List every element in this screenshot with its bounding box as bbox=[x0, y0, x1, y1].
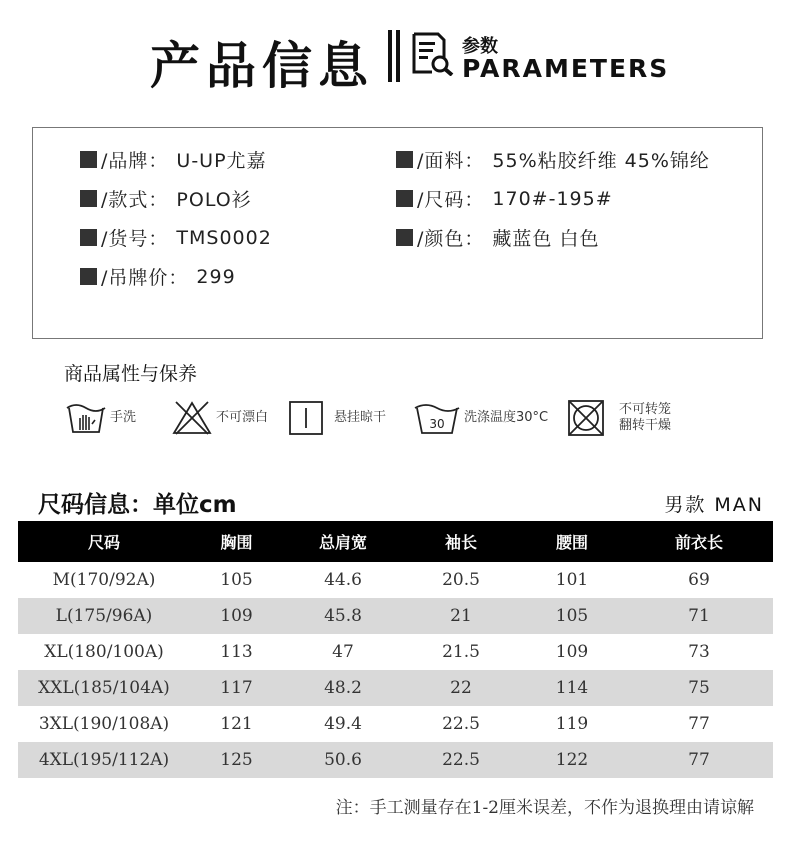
table-cell: 105 bbox=[220, 570, 253, 590]
care-item-wash-temperature: 30 洗涤温度30°C bbox=[414, 398, 548, 438]
bullet-square-icon bbox=[396, 151, 413, 168]
table-cell: 45.8 bbox=[283, 598, 403, 634]
care-item-hand-wash: 手洗 bbox=[66, 398, 136, 438]
table-cell: 71 bbox=[625, 598, 773, 634]
size-section-title: 尺码信息：单位cm bbox=[38, 492, 237, 518]
size-table bbox=[18, 521, 773, 778]
table-cell: 20.5 bbox=[442, 570, 480, 590]
table-cell: 109 bbox=[555, 642, 589, 662]
page-title: 产品信息 bbox=[150, 37, 374, 95]
column-header: 袖长 bbox=[403, 521, 519, 562]
bullet-square-icon bbox=[396, 229, 413, 246]
table-cell: 47 bbox=[332, 642, 354, 662]
page-subtitle-en: PARAMETERS bbox=[462, 54, 670, 83]
bullet-square-icon bbox=[80, 190, 97, 207]
page-header bbox=[0, 22, 790, 95]
table-cell: 22.5 bbox=[442, 714, 480, 734]
care-section-title: 商品属性与保养 bbox=[64, 363, 198, 385]
table-cell: M(170/92A) bbox=[52, 570, 156, 590]
param-item-number: /货号： TMS0002 bbox=[80, 224, 272, 251]
bullet-square-icon bbox=[396, 190, 413, 207]
table-cell: 119 bbox=[555, 714, 589, 734]
table-cell: 21 bbox=[403, 598, 519, 634]
title-divider bbox=[388, 30, 392, 82]
table-cell: L(175/96A) bbox=[18, 598, 190, 634]
bullet-square-icon bbox=[80, 268, 97, 285]
table-cell: 117 bbox=[190, 670, 283, 706]
table-header-row bbox=[18, 521, 773, 562]
care-item-no-tumble-dry: 不可转笼 翻转干燥 bbox=[567, 398, 671, 438]
document-search-icon bbox=[410, 32, 454, 76]
table-cell: 48.2 bbox=[283, 670, 403, 706]
table-cell: 69 bbox=[688, 570, 710, 590]
care-item-no-bleach: 不可漂白 bbox=[172, 398, 268, 438]
table-row bbox=[18, 562, 773, 598]
column-header: 总肩宽 bbox=[283, 521, 403, 562]
table-cell: 122 bbox=[519, 742, 625, 778]
param-color: /颜色： 藏蓝色 白色 bbox=[396, 224, 599, 251]
table-cell: 3XL(190/108A) bbox=[38, 714, 170, 734]
table-row bbox=[18, 706, 773, 742]
table-cell: 73 bbox=[688, 642, 710, 662]
param-fabric: /面料： 55%粘胶纤维 45%锦纶 bbox=[396, 146, 710, 173]
column-header: 前衣长 bbox=[625, 521, 773, 562]
table-cell: 75 bbox=[625, 670, 773, 706]
table-cell: 113 bbox=[220, 642, 253, 662]
column-header: 腰围 bbox=[519, 521, 625, 562]
table-cell: 49.4 bbox=[324, 714, 362, 734]
table-cell: 77 bbox=[625, 742, 773, 778]
page-subtitle-cn: 参数 bbox=[462, 36, 498, 57]
bullet-square-icon bbox=[80, 229, 97, 246]
table-cell: 114 bbox=[519, 670, 625, 706]
table-cell: 77 bbox=[688, 714, 710, 734]
table-cell: 101 bbox=[555, 570, 589, 590]
svg-text:30: 30 bbox=[429, 417, 445, 431]
table-cell: XXL(185/104A) bbox=[18, 670, 190, 706]
column-header: 尺码 bbox=[18, 521, 190, 562]
wash-temperature-icon bbox=[414, 400, 460, 436]
table-row bbox=[18, 742, 773, 778]
no-tumble-dry-icon bbox=[567, 400, 605, 436]
param-brand: /品牌： U-UP尤嘉 bbox=[80, 146, 267, 173]
table-cell: 105 bbox=[519, 598, 625, 634]
table-row bbox=[18, 634, 773, 670]
table-cell: 109 bbox=[190, 598, 283, 634]
table-cell: XL(180/100A) bbox=[44, 642, 164, 662]
table-cell: 50.6 bbox=[283, 742, 403, 778]
table-cell: 21.5 bbox=[442, 642, 480, 662]
column-header: 胸围 bbox=[190, 521, 283, 562]
measurement-note: 注：手工测量存在1-2厘米误差，不作为退换理由请谅解 bbox=[335, 798, 754, 818]
gender-label: 男款 MAN bbox=[664, 494, 764, 516]
table-cell: 125 bbox=[190, 742, 283, 778]
hand-wash-icon bbox=[66, 400, 106, 436]
no-bleach-icon bbox=[172, 400, 212, 436]
care-item-hang-dry: 悬挂晾干 bbox=[288, 398, 386, 438]
table-cell: 22 bbox=[403, 670, 519, 706]
parameters-box bbox=[32, 127, 763, 339]
bullet-square-icon bbox=[80, 151, 97, 168]
table-cell: 4XL(195/112A) bbox=[18, 742, 190, 778]
param-tag-price: /吊牌价： 299 bbox=[80, 263, 236, 290]
table-cell: 22.5 bbox=[403, 742, 519, 778]
table-row bbox=[18, 598, 773, 634]
table-row bbox=[18, 670, 773, 706]
param-style: /款式： POLO衫 bbox=[80, 185, 252, 212]
table-cell: 44.6 bbox=[324, 570, 362, 590]
table-cell: 121 bbox=[220, 714, 253, 734]
param-size-range: /尺码： 170#-195# bbox=[396, 185, 613, 212]
hang-dry-icon bbox=[288, 400, 324, 436]
title-divider bbox=[396, 30, 400, 82]
